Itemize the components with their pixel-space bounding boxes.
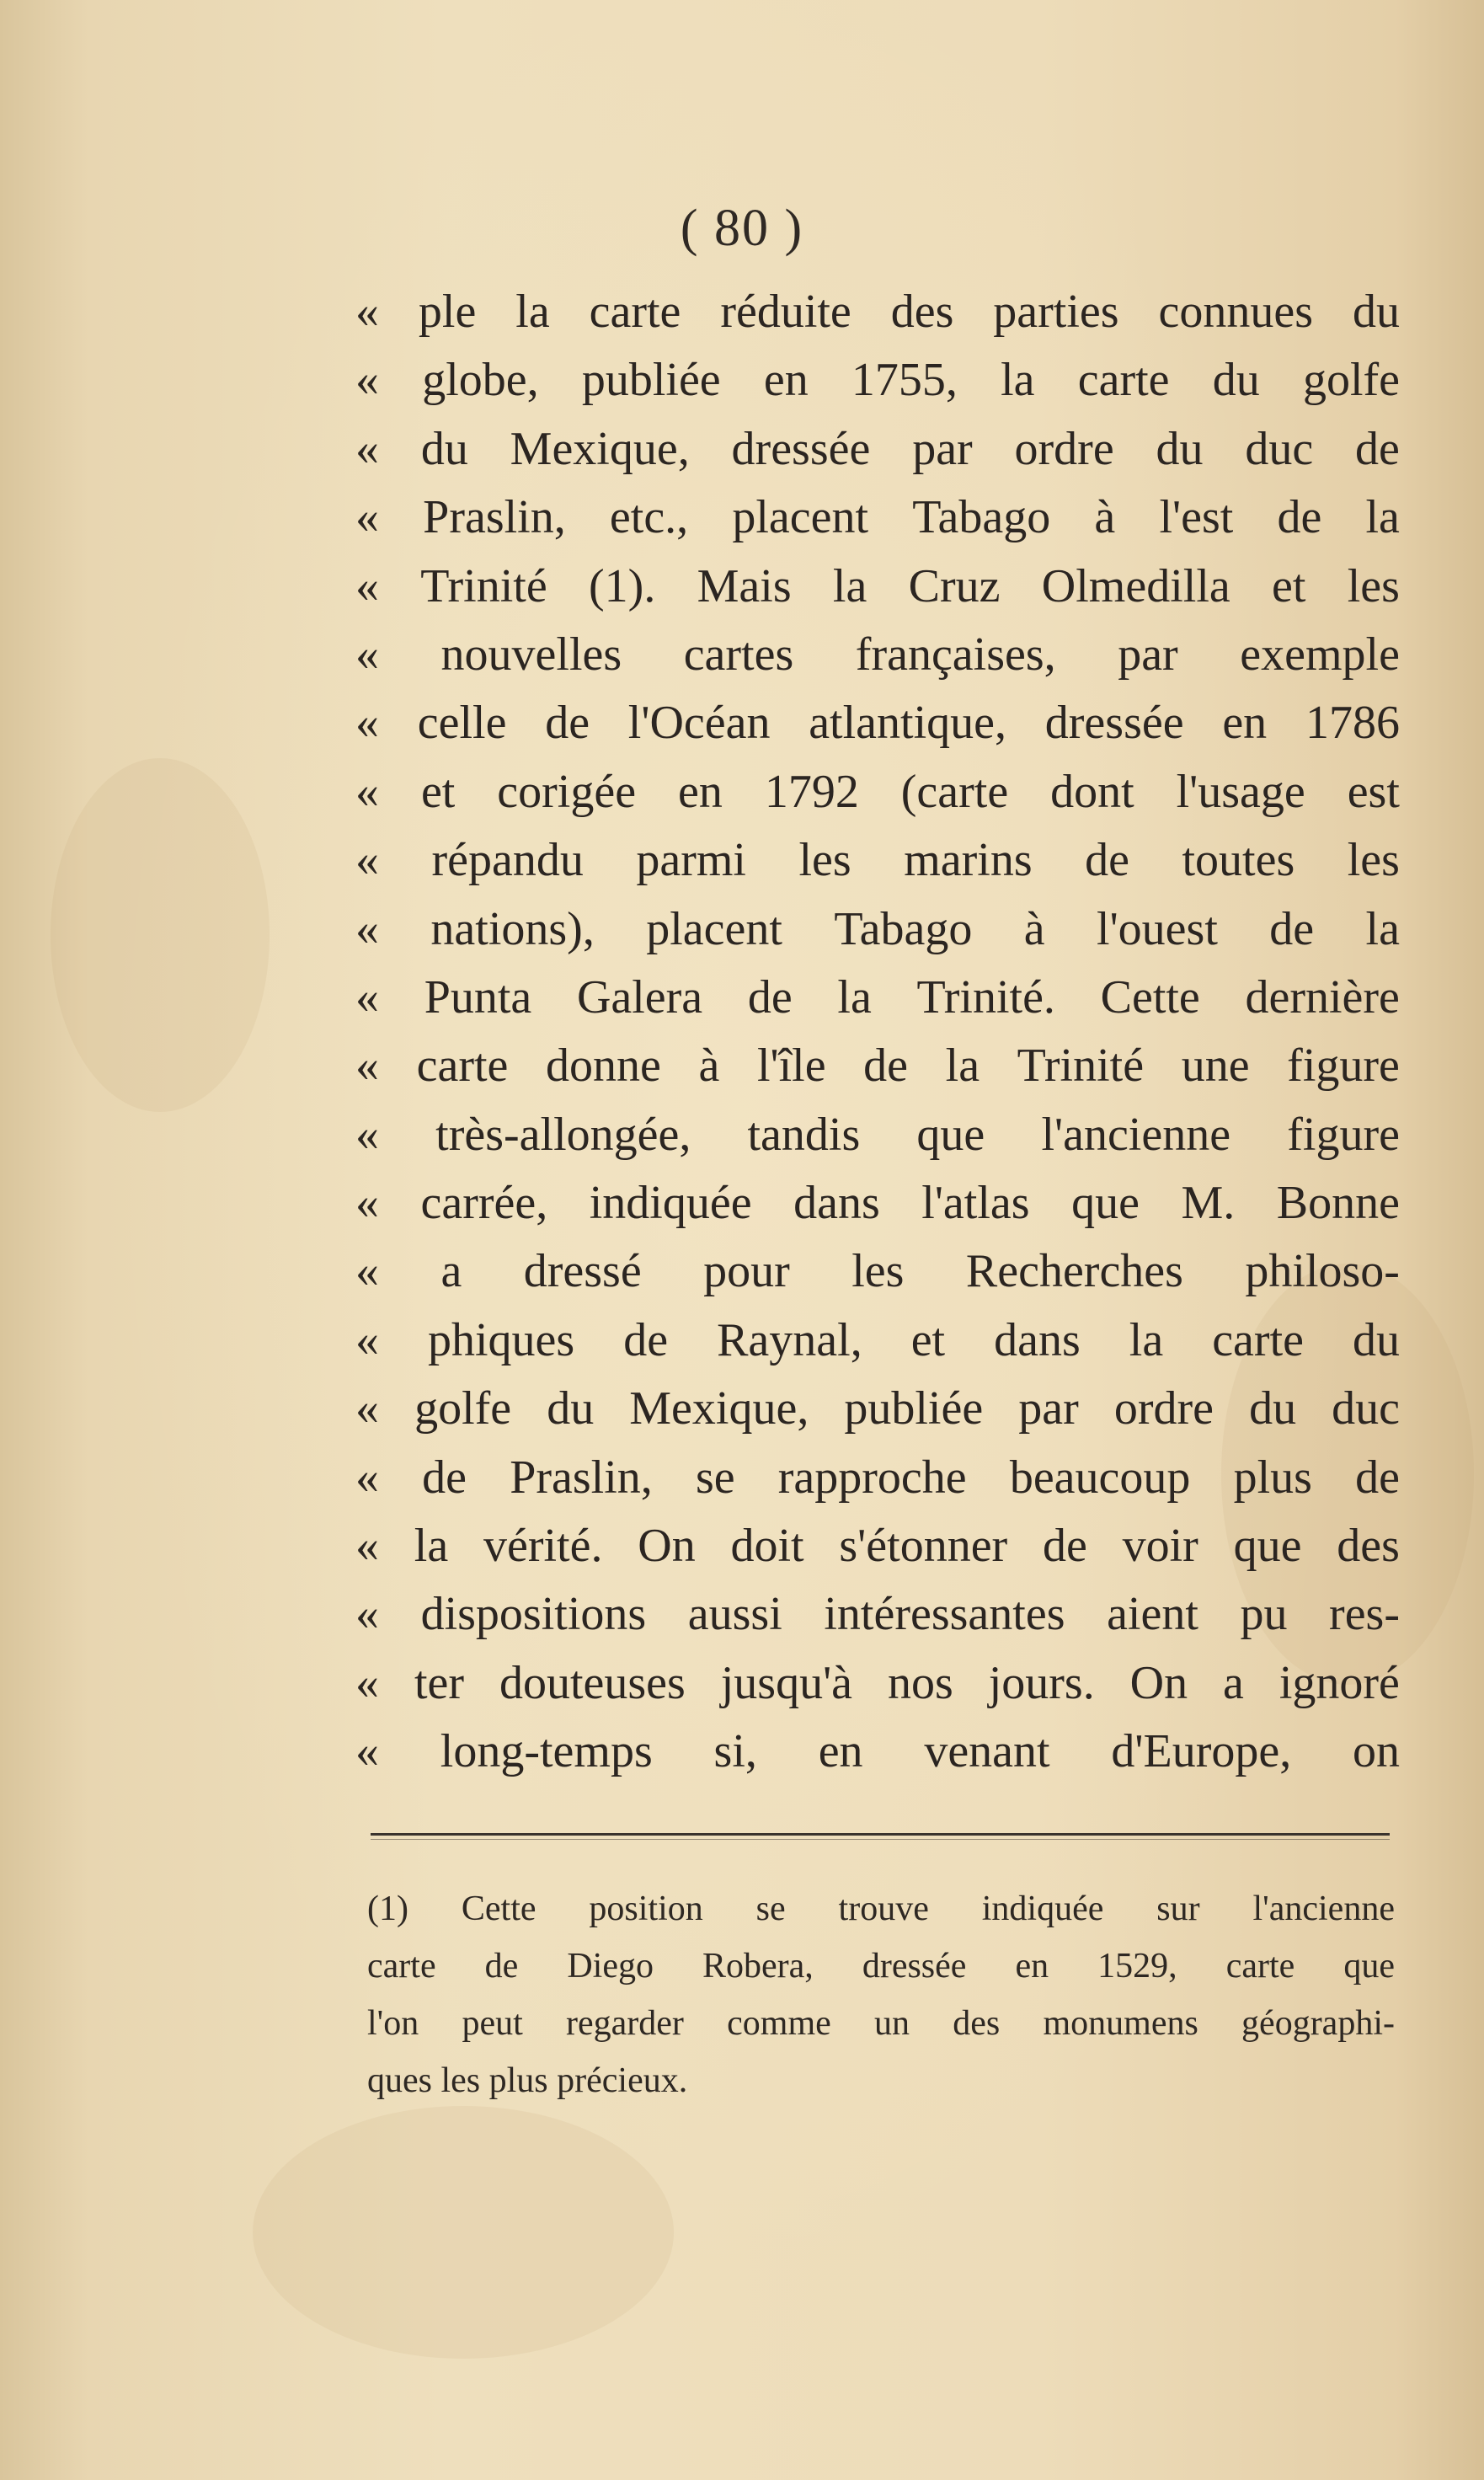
- footnote-line: carte de Diego Robera, dressée en 1529, carte que: [367, 1947, 1395, 1986]
- text-line: « dispositions aussi intéressantes aient pu res-: [355, 1588, 1400, 1641]
- footnote-separator: [371, 1833, 1390, 1836]
- text-line: « Trinité (1). Mais la Cruz Olmedilla et les: [355, 559, 1400, 612]
- text-line: « golfe du Mexique, publiée par ordre du duc: [355, 1382, 1400, 1435]
- text-line: « la vérité. On doit s'étonner de voir que des: [355, 1520, 1400, 1573]
- body-text: [355, 278, 1400, 1787]
- text-line: « nations), placent Tabago à l'ouest de la: [355, 902, 1400, 955]
- text-line: « et corigée en 1792 (carte dont l'usage est: [355, 765, 1400, 818]
- text-line: « ple la carte réduite des parties connues du: [355, 286, 1400, 338]
- text-line: « carrée, indiquée dans l'atlas que M. Bonne: [355, 1177, 1400, 1230]
- text-line: « Punta Galera de la Trinité. Cette dernière: [355, 970, 1400, 1024]
- text-line: « répandu parmi les marins de toutes les: [355, 834, 1400, 887]
- page-number: ( 80 ): [680, 200, 804, 257]
- text-line: « de Praslin, se rapproche beaucoup plus de: [355, 1451, 1400, 1504]
- text-line: « a dressé pour les Recherches philoso-: [355, 1245, 1400, 1298]
- text-line: « long-temps si, en venant d'Europe, on: [355, 1725, 1400, 1778]
- text-line: « ter douteuses jusqu'à nos jours. On a ignoré: [355, 1656, 1400, 1709]
- footnote-line: l'on peut regarder comme un des monumens géographi-: [367, 2004, 1395, 2043]
- text-line: « nouvelles cartes françaises, par exemple: [355, 628, 1400, 681]
- text-line: « phiques de Raynal, et dans la carte du: [355, 1313, 1400, 1366]
- text-line: « du Mexique, dressée par ordre du duc de: [355, 422, 1400, 475]
- text-line: « Praslin, etc., placent Tabago à l'est de la: [355, 491, 1400, 544]
- text-line: « celle de l'Océan atlantique, dressée en 1786: [355, 697, 1400, 750]
- text-line: « carte donne à l'île de la Trinité une figure: [355, 1040, 1400, 1093]
- footnote: [367, 1880, 1395, 2109]
- text-line: « très-allongée, tandis que l'ancienne figure: [355, 1108, 1400, 1161]
- footnote-line: (1) Cette position se trouve indiquée sur l'ancienne: [367, 1889, 1395, 1928]
- paper-stain: [253, 2106, 674, 2359]
- text-line: « globe, publiée en 1755, la carte du golfe: [355, 354, 1400, 407]
- footnote-line: ques les plus précieux.: [367, 2061, 688, 2100]
- paper-stain: [51, 758, 270, 1112]
